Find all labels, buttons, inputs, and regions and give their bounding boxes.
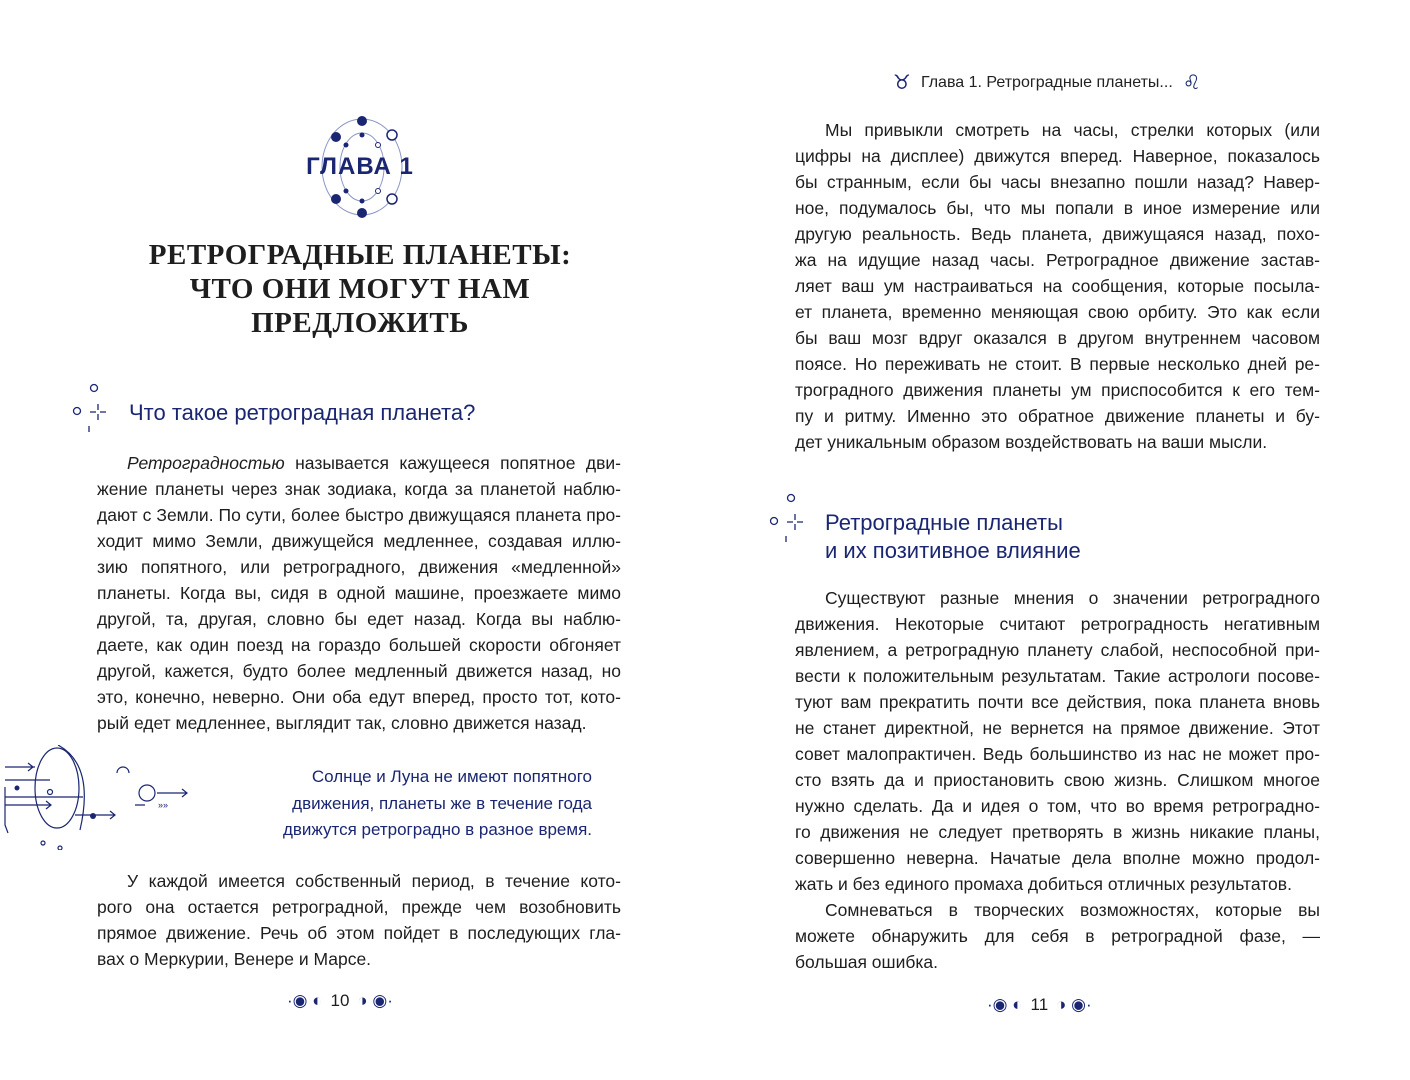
text-line: другой, та, другая, словно бы едет назад. Когда вы наблю-	[97, 609, 621, 629]
text-line: пу и ритму. Именно это обратное движение планеты и бу-	[795, 406, 1320, 426]
page-number: 11	[1030, 995, 1049, 1014]
text-line: это, конечно, неверно. Они оба едут вперед, просто тот, кото-	[97, 687, 621, 707]
text-line: можете обнаружить для себя в ретроградной фазе, —	[795, 926, 1320, 946]
text-line: другую реальность. Ведь планета, движущаяся назад, похо-	[795, 224, 1320, 244]
paragraph	[97, 868, 621, 972]
text-line: дет уникальным образом воздействовать на ваши мысли.	[795, 432, 1268, 452]
text-line: большая ошибка.	[795, 952, 939, 972]
text-line: У каждой имеется собственный период, в течение кото-	[127, 871, 621, 891]
zodiac-symbol-icon: ♉	[893, 72, 911, 94]
text-line: не станет директной, не вернется на прямое движение. Этот	[795, 718, 1320, 738]
text-line: поясе. Но переживать не стоит. В первые несколько дней ре-	[795, 354, 1320, 374]
page-number: 10	[330, 991, 350, 1010]
text-line: Существуют разные мнения о значении ретроградного	[825, 588, 1320, 608]
section-heading: Что такое ретроградная планета?	[129, 400, 476, 425]
title-line: ПРЕДЛОЖИТЬ	[251, 307, 469, 339]
text-line: совет малопрактичен. Ведь большинство из нас не может про-	[795, 744, 1320, 764]
moon-phase-icon: ◑ ◉·	[357, 991, 393, 1010]
text-line: рый едет медленнее, выглядит так, словно движется назад.	[97, 713, 587, 733]
heading-line: Ретроградные планеты	[825, 510, 1063, 535]
text-line: Сомневаться в творческих возможностях, которые вы	[825, 900, 1320, 920]
italic-term: Ретроградностью	[127, 453, 285, 473]
text-line: Мы привыкли смотреть на часы, стрелки которых (или	[825, 120, 1320, 140]
callout-line: движения, планеты же в течение года	[292, 793, 592, 813]
text-line: сто взять да и приостановить свою жизнь. Слишком многое	[795, 770, 1320, 790]
text-line: ляет ваш ум настраиваться на сообщения, которые посыла-	[795, 276, 1320, 296]
text-line: бы странным, если бы часы внезапно пошли назад? Навер-	[795, 172, 1320, 192]
paragraph	[795, 117, 1320, 455]
paragraph	[795, 585, 1320, 975]
text-line: прямое движение. Речь об этом пойдет в последующих гла-	[97, 923, 621, 943]
text-line	[97, 450, 621, 476]
text-line: нужно сделать. Да и идея о том, что во время ретроградно-	[795, 796, 1320, 816]
text-line: туют вам прекратить почти все действия, пока планета вновь	[795, 692, 1320, 712]
text-line: рого она остается ретроградной, прежде чем возобновить	[97, 897, 621, 917]
sparkle-ornament-icon	[765, 492, 820, 547]
running-header-text: Глава 1. Ретроградные планеты...	[920, 73, 1173, 91]
paragraph	[97, 450, 621, 736]
text-line: жать и без единого промаха добиться отличных результатов.	[795, 874, 1292, 894]
text-line: другой, кажется, будто более медленный движется назад, но	[97, 661, 621, 681]
running-header	[893, 70, 1201, 95]
callout-line: Солнце и Луна не имеют попятного	[311, 767, 592, 786]
moon-phase-icon: ◑ ◉·	[1056, 995, 1092, 1014]
text-line: даете, как один поезд на гораздо большей скорости обгоняет	[97, 635, 621, 655]
text-line: ное, подумалось бы, что мы попали в иное измерение или	[795, 198, 1320, 218]
text-line: бы ваш мозг вдруг оказался в другом внутреннем часовом	[795, 328, 1320, 348]
text-line: жение планеты через знак зодиака, когда за планетой наблю-	[97, 479, 621, 499]
text-line: вах о Меркурии, Венере и Марсе.	[97, 949, 372, 969]
text-line: ет планета, временно меняющая свою орбиту. Это как если	[795, 302, 1320, 322]
text-line: совершенно неверна. Начатые дела вполне можно продол-	[795, 848, 1320, 868]
heading-line: и их позитивное влияние	[825, 538, 1081, 563]
chapter-title	[100, 238, 620, 340]
chapter-emblem	[300, 115, 420, 220]
moon-phase-icon: ·◉ ◐	[287, 991, 323, 1010]
zodiac-symbol-icon: ♌	[1182, 72, 1201, 94]
title-line: РЕТРОГРАДНЫЕ ПЛАНЕТЫ:	[148, 239, 572, 271]
callout	[230, 764, 592, 844]
sparkle-ornament-icon	[68, 382, 123, 437]
moon-phase-icon: ·◉ ◐	[987, 995, 1023, 1014]
text-line: го движения не следует претворять в жизнь никакие планы,	[795, 822, 1320, 842]
text-line: вести к положительным результатам. Такие астрологи посове-	[795, 666, 1320, 686]
text-line: движения. Некоторые считают ретроградность негативным	[795, 614, 1320, 634]
callout-line: движутся ретроградно в разное время.	[282, 820, 592, 839]
text-line: цифры на дисплее) движутся вперед. Наверное, показалось	[795, 146, 1320, 166]
section-heading	[825, 509, 1081, 565]
text-line: ходит мимо Земли, движущейся медленнее, создавая иллю-	[97, 531, 621, 551]
text-line: дают с Земли. По сути, более быстро движущаяся планета про-	[97, 505, 621, 525]
text-line: жа на идущие назад часы. Ретроградное движение застав-	[795, 250, 1320, 270]
page-folio	[287, 991, 393, 1011]
right-page	[705, 0, 1410, 1080]
chapter-label: ГЛАВА 1	[306, 153, 414, 180]
text-span: называется кажущееся попятное дви-	[284, 453, 621, 473]
svg-text:»»: »»	[158, 800, 169, 810]
text-line: планеты. Когда вы, сидя в одной машине, проезжаете мимо	[97, 583, 621, 603]
text-line: троградного движения планеты ум приспособится к его тем-	[795, 380, 1320, 400]
title-line: ЧТО ОНИ МОГУТ НАМ	[189, 273, 531, 305]
text-line: зию попятного, или ретроградного, движения «медленной»	[97, 557, 621, 577]
text-line: явлением, а ретроградную планету слабой, неспособной при-	[795, 640, 1320, 660]
orbit-illustration-icon	[0, 745, 200, 850]
page-folio	[987, 995, 1092, 1015]
